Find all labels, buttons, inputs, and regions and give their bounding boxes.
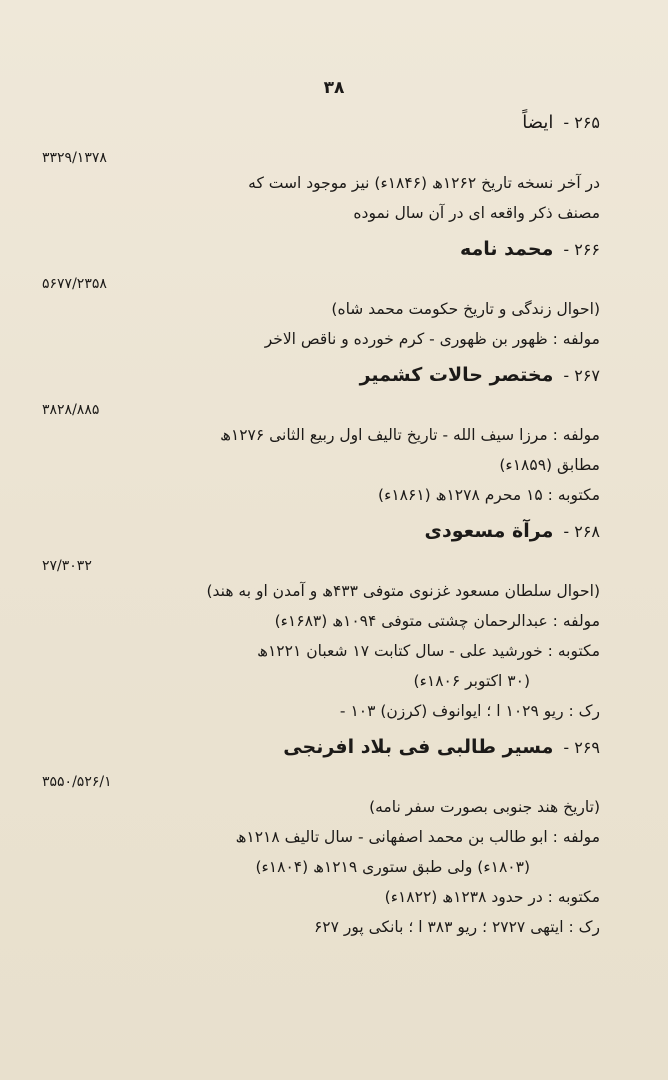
entry-number: ۲۶۶ - <box>563 240 600 259</box>
entry-title: ایضاً <box>522 112 554 133</box>
entry-reference: ۲۷/۳۰۳۲ <box>42 558 92 574</box>
entry-number: ۲۶۹ - <box>563 738 600 757</box>
entry-line: رک : ایتهی ۲۷۲۷ ؛ ریو ۳۸۳ ا ؛ بانکی پور ۶۲۷ <box>313 918 600 936</box>
catalog-entry-268 <box>42 520 600 726</box>
entry-heading <box>52 238 600 274</box>
entry-heading <box>52 736 600 772</box>
entry-line: (تاریخ هند جنوبی بصورت سفر نامه) <box>369 798 600 816</box>
entry-line: مطابق (۱۸۵۹ء) <box>499 456 600 474</box>
entry-line: (احوال زندگی و تاریخ حکومت محمد شاه) <box>331 300 600 318</box>
entry-reference: ۵۶۷۷/۲۳۵۸ <box>42 276 107 292</box>
entry-heading <box>52 364 600 400</box>
catalog-content <box>42 112 600 952</box>
entry-title: مختصر حالات کشمیر <box>359 364 554 386</box>
entry-line: مکتوبه : در حدود ۱۲۳۸ھ (۱۸۲۲ء) <box>384 888 600 906</box>
entry-line: رک : ریو ۱۰۲۹ ا ؛ ایوانوف (کرزن) ۱۰۳ - <box>339 702 600 720</box>
entry-line: (۱۸۰۳ء) ولی طبق ستوری ۱۲۱۹ھ (۱۸۰۴ء) <box>255 858 530 876</box>
entry-line: مکتوبه : خورشید علی - سال کتابت ۱۷ شعبان ۱۲۲۱ھ <box>257 642 600 660</box>
catalog-entry-266 <box>42 238 600 354</box>
entry-reference: ۳۵۵۰/۵۲۶/۱ <box>42 774 112 790</box>
entry-number: ۲۶۸ - <box>563 522 600 541</box>
entry-line: مولفه : ابو طالب بن محمد اصفهانی - سال تالیف ۱۲۱۸ھ <box>235 828 600 846</box>
entry-title: مسیر طالبی فی بلاد افرنجی <box>283 736 554 758</box>
entry-reference: ۳۳۲۹/۱۳۷۸ <box>42 150 107 166</box>
entry-number: ۲۶۵ - <box>563 113 600 132</box>
entry-line: در آخر نسخه تاریخ ۱۲۶۲ھ (۱۸۴۶ء) نیز موجود است که <box>248 174 600 192</box>
entry-line: (احوال سلطان مسعود غزنوی متوفی ۴۳۳ھ و آمدن او به هند) <box>206 582 600 600</box>
catalog-entry-269 <box>42 736 600 942</box>
entry-title: مرآة مسعودی <box>424 520 554 542</box>
entry-number: ۲۶۷ - <box>563 366 600 385</box>
page-number: ۳۸ <box>323 78 345 98</box>
entry-heading <box>52 520 600 556</box>
catalog-entry-267 <box>42 364 600 510</box>
entry-line: مولفه : عبدالرحمان چشتی متوفی ۱۰۹۴ھ (۱۶۸۳ء) <box>274 612 600 630</box>
entry-line: مصنف ذکر واقعه ای در آن سال نموده <box>353 204 600 222</box>
catalog-entry-265 <box>42 112 600 228</box>
entry-heading <box>52 112 600 148</box>
entry-title: محمد نامه <box>460 238 554 260</box>
entry-line: (۳۰ اکتوبر ۱۸۰۶ء) <box>413 672 530 690</box>
entry-line: مولفه : ظهور بن ظهوری - کرم خورده و ناقص الاخر <box>264 330 600 348</box>
entry-line: مولفه : مرزا سیف الله - تاریخ تالیف اول ربیع الثانی ۱۲۷۶ھ <box>220 426 600 444</box>
entry-line: مکتوبه : ۱۵ محرم ۱۲۷۸ھ (۱۸۶۱ء) <box>378 486 600 504</box>
entry-reference: ۳۸۲۸/۸۸۵ <box>42 402 100 418</box>
